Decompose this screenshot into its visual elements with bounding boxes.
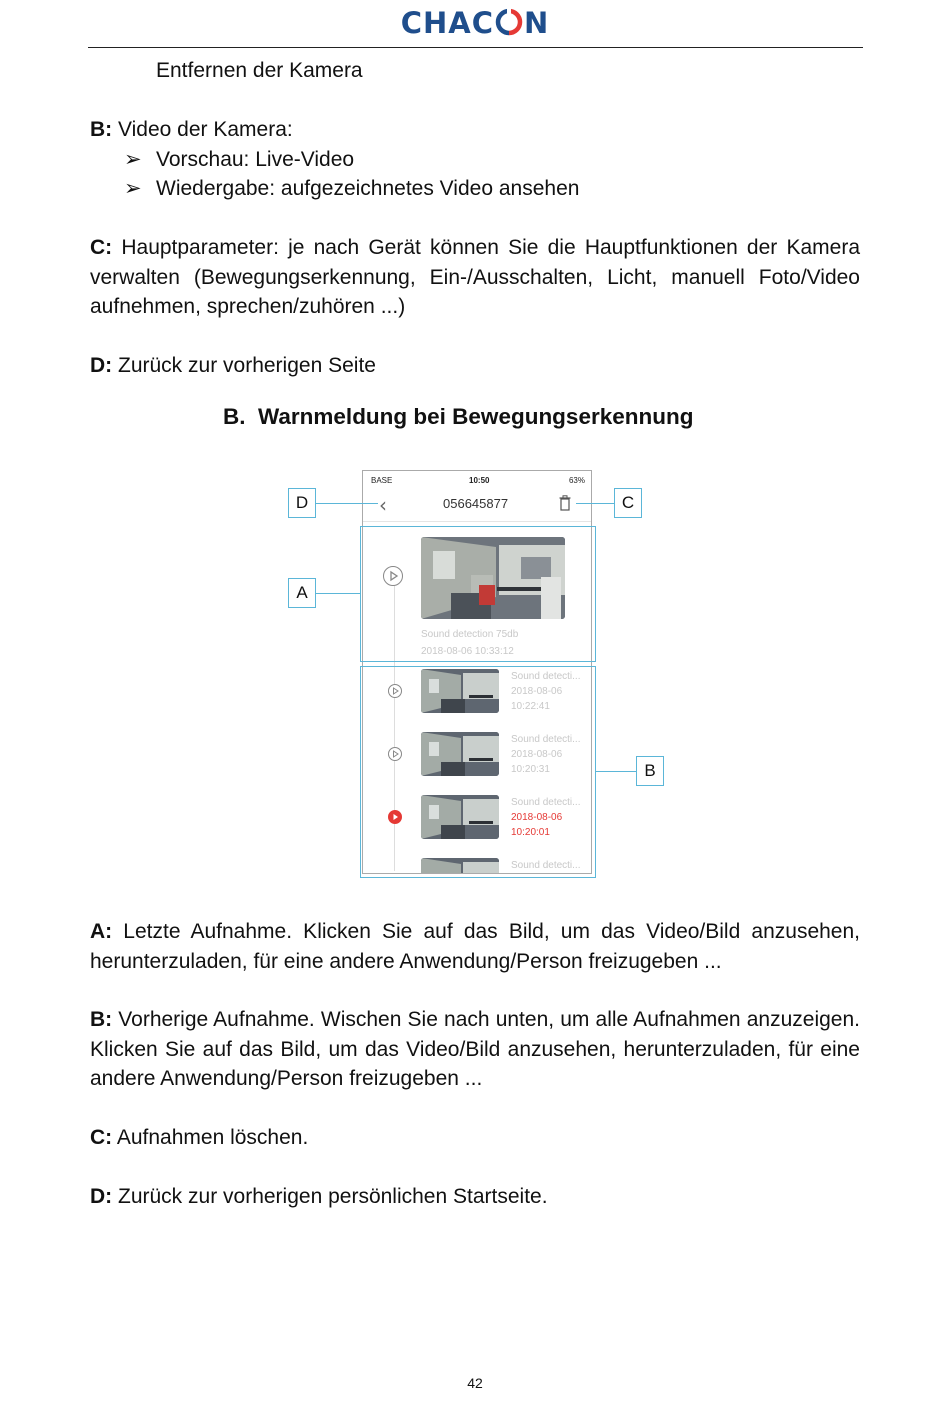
recording-time-active: 10:20:01 — [511, 827, 550, 838]
description-a-text: Letzte Aufnahme. Klicken Sie auf das Bild, um das Video/Bild anzusehen, herunterzuladen, für eine andere Anwendung/Person freizugeben ... — [90, 920, 860, 973]
description-a — [90, 917, 860, 976]
description-c-text: Aufnahmen löschen. — [112, 1126, 309, 1149]
arrow-bullet-icon: ➢ — [124, 177, 142, 200]
section-heading: B. Warnmeldung bei Bewegungserkennung — [223, 404, 694, 429]
recording-time: 10:20:31 — [511, 764, 550, 775]
recording-date-active: 2018-08-06 — [511, 812, 563, 823]
section-b-key: B: — [90, 118, 113, 141]
section-c — [90, 233, 860, 322]
description-b — [90, 1005, 860, 1094]
header-rule — [88, 47, 863, 48]
section-b — [90, 115, 293, 145]
recording-title: Sound detecti... — [511, 860, 581, 871]
recording-date: 2018-08-06 — [511, 686, 563, 697]
bullet-item — [124, 145, 355, 175]
section-d — [90, 351, 376, 381]
logo-text-n: N — [524, 6, 550, 40]
status-battery: 63% — [568, 476, 585, 485]
bullet-item — [124, 174, 580, 204]
callout-line-c — [576, 503, 614, 504]
status-carrier: BASE — [371, 476, 393, 485]
recording-title: Sound detecti... — [511, 671, 581, 682]
callout-label-d: D — [288, 488, 316, 518]
recording-date: 2018-08-06 — [511, 749, 563, 760]
status-time: 10:50 — [469, 476, 490, 485]
bullet-text: Vorschau: Live-Video — [156, 148, 355, 171]
nav-bar — [363, 489, 591, 522]
recording-title: Sound detecti... — [511, 734, 581, 745]
trash-icon[interactable] — [559, 495, 571, 511]
status-bar — [363, 473, 591, 487]
latest-caption-title: Sound detection 75db — [421, 629, 519, 640]
chacon-logo — [0, 6, 950, 40]
callout-label-a: A — [288, 578, 316, 608]
logo-o-icon — [494, 8, 524, 36]
latest-caption-timestamp: 2018-08-06 10:33:12 — [421, 646, 514, 657]
recording-time: 10:22:41 — [511, 701, 550, 712]
callout-line-a — [316, 593, 360, 594]
back-chevron-icon[interactable]: ‹ — [379, 493, 387, 517]
highlight-latest-recording — [360, 526, 596, 662]
highlight-previous-recordings — [360, 666, 596, 878]
description-d-key: D: — [90, 1185, 113, 1208]
description-d-text: Zurück zur vorherigen persönlichen Startseite. — [112, 1185, 548, 1208]
device-id-title: 056645877 — [443, 496, 509, 511]
description-c-key: C: — [90, 1126, 113, 1149]
callout-line-d — [316, 503, 378, 504]
description-d — [90, 1182, 548, 1212]
logo-text-chac: CHAC — [400, 6, 494, 40]
description-b-text: Vorherige Aufnahme. Wischen Sie nach unten, um alle Aufnahmen anzuzeigen. Klicken Sie auf das Bild, um das Video/Bild anzusehen, herunterzuladen, für eine andere Anwendung/Person freizugeben ... — [90, 1008, 860, 1090]
section-c-text: Hauptparameter: je nach Gerät können Sie die Hauptfunktionen der Kamera verwalten (Bewegungserkennung, Ein-/Ausschalten, Licht, manuell Foto/Video aufnehmen, sprechen/zuhören ...) — [90, 236, 860, 318]
page-number: 42 — [467, 1375, 483, 1391]
section-b-text: Video der Kamera: — [112, 118, 293, 141]
description-a-key: A: — [90, 920, 113, 943]
recording-title: Sound detecti... — [511, 797, 581, 808]
callout-label-b: B — [636, 756, 664, 786]
description-c — [90, 1123, 308, 1153]
arrow-bullet-icon: ➢ — [124, 148, 142, 171]
section-d-text: Zurück zur vorherigen Seite — [112, 354, 376, 377]
callout-line-b — [595, 771, 636, 772]
bullet-text: Wiedergabe: aufgezeichnetes Video ansehen — [156, 177, 580, 200]
intro-line: Entfernen der Kamera — [156, 59, 363, 82]
section-d-key: D: — [90, 354, 113, 377]
callout-label-c: C — [614, 488, 642, 518]
section-c-key: C: — [90, 236, 113, 259]
description-b-key: B: — [90, 1008, 113, 1031]
